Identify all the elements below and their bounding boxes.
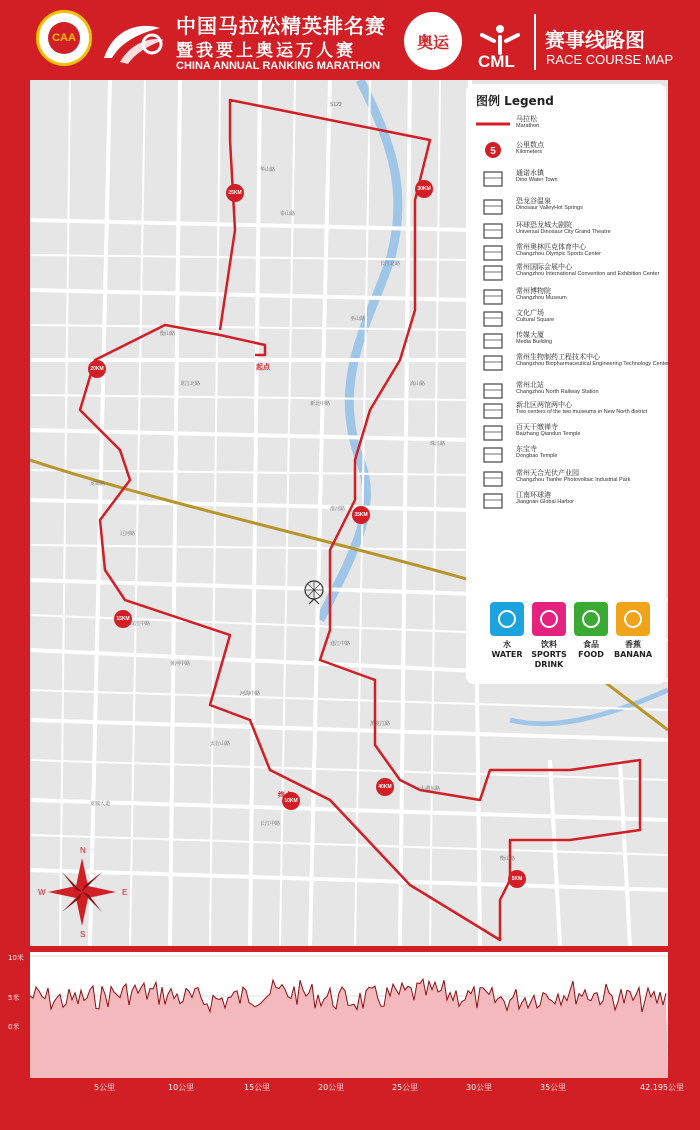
legend-item-label-en: Changzhou Biopharmaceutical Engineering Technology Center [516, 361, 670, 367]
road-label: 河海中路 [240, 691, 261, 697]
road-label: 太行山路 [210, 741, 231, 747]
convention-center-icon [476, 262, 510, 284]
legend-item-label-en: Changzhou International Convention and Exhibition Center [516, 271, 660, 277]
marathon-swirl-logo [100, 18, 166, 66]
legend-item-label-en: Dinosaur ValleyHot Springs [516, 205, 583, 211]
legend-item-label-cn: 常州生物制药工程技术中心 [516, 353, 600, 361]
road-label: 华山路 [260, 167, 276, 173]
legend-item-label-en: Dino Water Town [516, 177, 558, 183]
road-label: S122 [330, 102, 342, 108]
road-label: 黄河中路 [170, 661, 191, 667]
supply-label-cn: 食品 [583, 640, 599, 649]
road-label: 衡山路 [160, 331, 176, 337]
finish-label: 终点 [278, 792, 292, 799]
supply-label-en: WATER [491, 650, 523, 659]
elev-y-label: 0米 [8, 1023, 20, 1031]
compass-east: E [122, 888, 128, 897]
elevation-fill [30, 979, 668, 1078]
road-label: 通江中路 [330, 641, 351, 647]
route-line-icon [476, 114, 510, 136]
legend-item-label-cn: 环球恐龙城大剧院 [516, 221, 572, 229]
km-marker: 35KM [352, 506, 370, 524]
km-marker: 30KM [415, 180, 433, 198]
event-title-cn: 中国马拉松精英排名赛 [176, 14, 386, 38]
km-marker-icon [476, 140, 510, 162]
olympic-badge [404, 12, 462, 70]
theatre-icon [476, 220, 510, 242]
elev-km-label: 35公里 [540, 1083, 567, 1092]
road-label: 辽河路 [120, 531, 136, 537]
train-icon [476, 380, 510, 402]
compass-north: N [80, 846, 86, 855]
legend-item-label-en: Universal Dinosaur City Grand Theatre [516, 229, 611, 235]
elevation-chart [30, 952, 668, 1078]
elev-y-label: 5米 [8, 994, 20, 1002]
legend-item-label-cn: 东宝寺 [516, 445, 537, 453]
association-badge-text: CAA [48, 22, 80, 54]
road-label: 新北中路 [310, 401, 331, 407]
road-label: 太湖东路 [420, 786, 441, 792]
industrial-park-icon [476, 468, 510, 490]
km-marker: 10KM [282, 792, 300, 810]
legend-item-label-cn: 江南环球港 [516, 491, 551, 499]
pagoda-icon [476, 444, 510, 466]
water-town-icon [476, 168, 510, 190]
road-label: 黑龙江路 [370, 721, 391, 727]
banana-icon [616, 602, 650, 636]
cml-text: CML [478, 52, 515, 71]
start-label: 起点 [256, 364, 270, 371]
olympic-badge-text: 奥运 [416, 33, 449, 52]
elev-km-label: 10公里 [168, 1083, 195, 1092]
svg-text:5: 5 [490, 146, 496, 157]
elev-km-label: 15公里 [244, 1083, 271, 1092]
elev-y-label: 10米 [8, 954, 24, 962]
km-marker: 5KM [508, 870, 526, 888]
legend-item-label-cn: 公里数点 [516, 141, 544, 149]
legend-item-label-en: Dongbao Temple [516, 453, 558, 459]
legend-item-label-cn: 常州博物院 [516, 287, 551, 295]
cultural-square-icon [476, 308, 510, 330]
legend-item-label-cn: 马拉松 [516, 115, 537, 123]
drink-cup-icon [532, 602, 566, 636]
legend-item-label-en: Kilometers [516, 149, 542, 155]
legend-item-label-cn: 常州北站 [516, 381, 544, 389]
road-label: 嵩山路 [410, 381, 426, 387]
legend-item-label-cn: 常州天合光伏产业园 [516, 469, 579, 477]
ferris-wheel-icon [476, 490, 510, 512]
course-map-title-cn: 赛事线路图 [545, 28, 645, 52]
supply-label-en: SPORTS DRINK [531, 650, 567, 669]
legend-item-label-cn: 常州国际会展中心 [516, 263, 572, 271]
association-logo [36, 10, 92, 66]
compass-west: W [38, 888, 46, 897]
event-title-en: CHINA ANNUAL RANKING MARATHON [176, 60, 381, 72]
legend-item-label-en: Jiangnan Global Harbor [516, 499, 575, 505]
road-label: 龙江北路 [180, 381, 201, 387]
supply-label-cn: 香蕉 [625, 640, 641, 649]
elev-km-label: 5公里 [94, 1083, 116, 1092]
road-label: 长江中路 [260, 821, 281, 827]
header [0, 0, 700, 80]
water-drop-icon [490, 602, 524, 636]
hot-spring-icon [476, 196, 510, 218]
road-label: 龙城大道 [90, 801, 111, 807]
course-map-title-en: RACE COURSE MAP [546, 52, 674, 67]
elev-km-label: 25公里 [392, 1083, 419, 1092]
km-marker: 25KM [226, 184, 244, 202]
elev-km-label: 20公里 [318, 1083, 345, 1092]
km-marker: 40KM [376, 778, 394, 796]
road-label: 汉江中路 [130, 621, 151, 627]
legend-item-label-cn: 传媒大厦 [516, 331, 544, 339]
compass-south: S [80, 930, 86, 939]
legend-item-label-cn: 新北区两馆两中心 [516, 401, 572, 409]
legend-item-label-en: Changzhou Olympic Sports Center [516, 251, 601, 257]
legend-item-label-en: Cultural Square [516, 317, 555, 323]
road-label: 珠江路 [430, 441, 446, 447]
event-subtitle-cn: 暨我要上奥运万人赛 [176, 41, 356, 61]
media-building-icon [476, 330, 510, 352]
bread-icon [574, 602, 608, 636]
supply-label-en: BANANA [613, 650, 653, 659]
road-label: 衡山路 [500, 856, 516, 862]
header-divider [534, 14, 536, 70]
elevation-plot [30, 952, 668, 1078]
road-label: 长江北路 [380, 261, 401, 267]
legend-item-label-en: Two centers of the two museums in New North district [516, 409, 648, 415]
new-north-centers-icon [476, 400, 510, 422]
km-marker: 20KM [88, 360, 106, 378]
km-marker: 15KM [114, 610, 132, 628]
river [320, 80, 401, 620]
legend-item-label-cn: 文化广场 [516, 309, 544, 317]
road-label: 龙锦路 [90, 481, 106, 487]
biopharma-center-icon [476, 352, 510, 374]
temple-icon [476, 422, 510, 444]
museum-icon [476, 286, 510, 308]
legend-item-label-en: Marathon [516, 123, 540, 129]
legend-item-label-en: Changzhou Museum [516, 295, 567, 301]
supply-label-cn: 水 [503, 640, 511, 649]
road-label: 泰山路 [280, 211, 296, 217]
legend-item-label-en: Media Building [516, 339, 553, 345]
legend-item-label-cn: 恐龙谷温泉 [516, 197, 551, 205]
supply-label-en: FOOD [578, 650, 604, 659]
legend-item-label-cn: 通诺水镇 [516, 169, 544, 177]
legend-item-label-en: Changzhou Tianhe Photovoltaic Industrial Park [516, 477, 631, 483]
supply-label-cn: 饮料 [541, 640, 557, 649]
road-label: 巫山路 [350, 316, 366, 322]
legend-panel [466, 84, 670, 684]
legend-item-label-cn: 百天干缴禅寺 [516, 423, 558, 431]
elev-km-label: 42.195公里 [640, 1083, 684, 1092]
legend-title: 图例 Legend [476, 94, 554, 108]
legend-item-label-en: Baizhang Qiandun Temple [516, 431, 581, 437]
compass-icon [48, 858, 116, 926]
road-label: 淮河路 [330, 506, 346, 512]
legend-item-label-cn: 常州奥林匹克体育中心 [516, 243, 586, 251]
legend-item-label-en: Changzhou North Railway Station [516, 389, 599, 395]
elev-km-label: 30公里 [466, 1083, 493, 1092]
stadium-icon [476, 242, 510, 264]
